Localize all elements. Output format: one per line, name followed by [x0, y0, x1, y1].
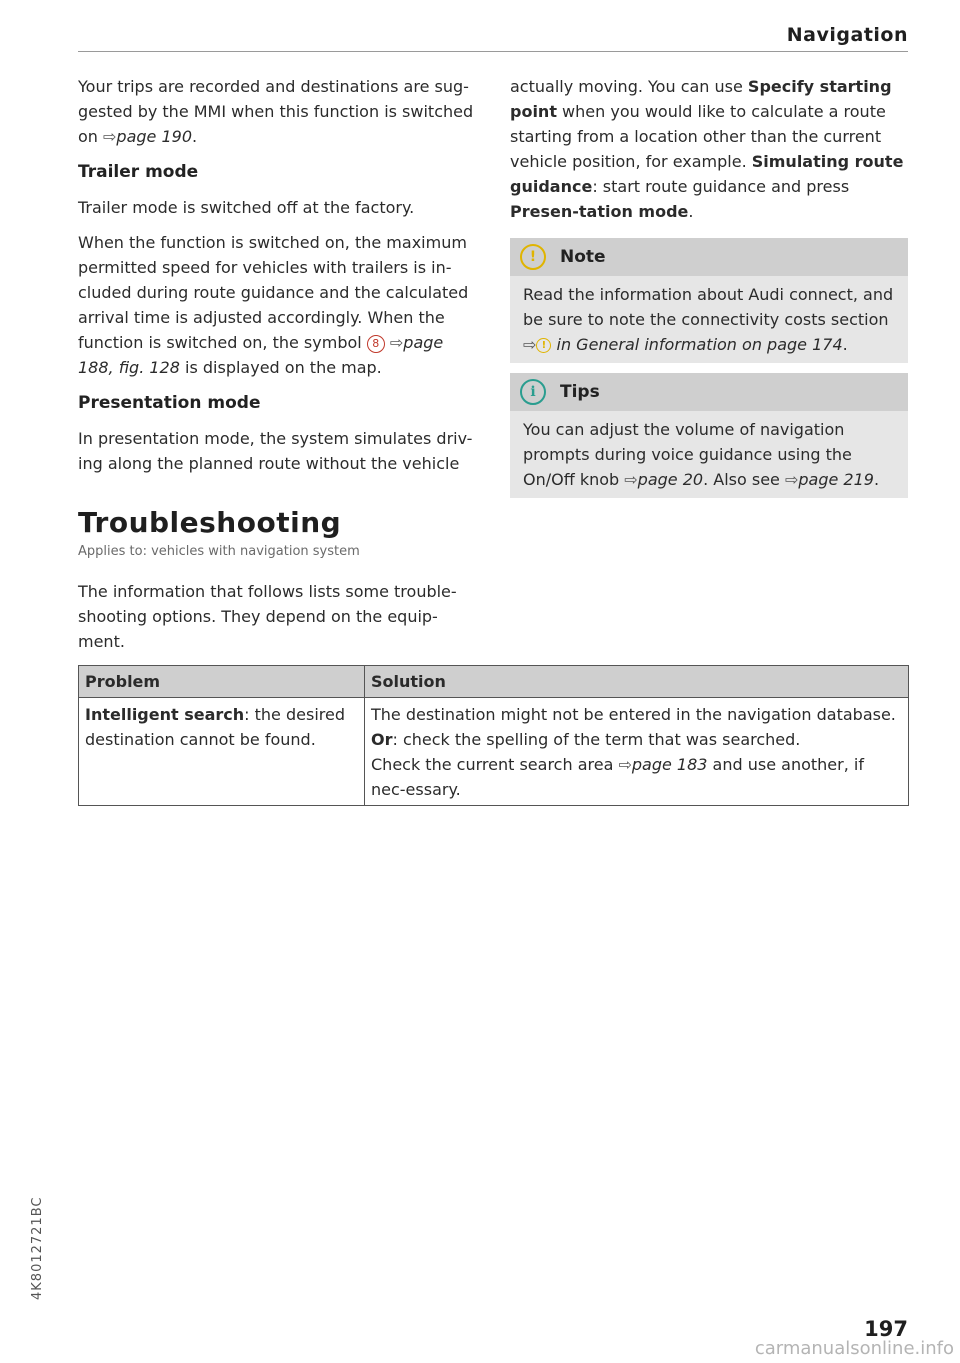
page-number: 197	[864, 1317, 908, 1341]
trailer-mode-heading: Trailer mode	[78, 162, 199, 182]
presentation-continued-paragraph: actually moving. You can use Specify starting point when you would like to calculate a route starting from a location other than the current vehicle position, for example. Simulating route guidance: start route guidance and press Presen-tation mode.	[510, 77, 904, 221]
note-header	[510, 238, 908, 276]
note-box	[510, 238, 908, 363]
applies-to-text: Applies to: vehicles with navigation system	[78, 544, 360, 559]
page-header-title: Navigation	[786, 24, 908, 46]
trips-paragraph: Your trips are recorded and destinations are sug-gested by the MMI when this function is switched on ⇨page 190.	[78, 77, 474, 146]
trailer-paragraph-1: Trailer mode is switched off at the factory.	[78, 198, 415, 217]
solution-cell: The destination might not be entered in the navigation database. Or: check the spelling of the term that was searched. Check the current search area ⇨page 183 and use another, if nec-essary.	[365, 698, 909, 806]
trailer-symbol-icon: 8	[367, 335, 385, 353]
warning-icon: !	[520, 244, 546, 270]
header-solution: Solution	[365, 666, 909, 698]
arrow-link-icon: ⇨	[523, 335, 537, 354]
right-column	[510, 74, 908, 508]
presentation-paragraph: In presentation mode, the system simulates driv-ing along the planned route without the vehicle	[78, 429, 473, 473]
trailer-paragraph-2: When the function is switched on, the maximum permitted speed for vehicles with trailers is in-cluded during route guidance and the calculated arrival time is adjusted accordingly. When the function is switched on, the symbol 8 ⇨page 188, fig. 128 is displayed on the map.	[78, 233, 469, 377]
left-column	[78, 74, 482, 486]
tips-body: You can adjust the volume of navigation prompts during voice guidance using the On/Off knob ⇨page 20. Also see ⇨page 219.	[523, 420, 880, 489]
note-title: Note	[560, 246, 606, 267]
header-divider	[78, 51, 908, 52]
troubleshooting-table	[78, 665, 909, 806]
arrow-link-icon: ⇨	[624, 470, 638, 489]
arrow-link-icon: ⇨	[784, 470, 799, 489]
page-20-link[interactable]: page 20	[637, 470, 704, 489]
header-problem: Problem	[79, 666, 365, 698]
arrow-link-icon: ⇨	[103, 127, 117, 146]
note-body: Read the information about Audi connect, and be sure to note the connectivity costs section ⇨ ! in General information on page 174.	[523, 285, 894, 354]
page-183-link[interactable]: page 183	[631, 755, 708, 774]
warning-small-icon: !	[536, 338, 551, 353]
general-info-link[interactable]: in General information on page 174	[556, 335, 843, 354]
page-190-link[interactable]: page 190	[116, 127, 193, 146]
tips-header	[510, 373, 908, 411]
table-header-row	[79, 666, 909, 698]
info-icon: i	[520, 379, 546, 405]
troubleshooting-heading: Troubleshooting	[78, 506, 342, 539]
page-219-link[interactable]: page 219	[798, 470, 874, 489]
troubleshooting-intro: The information that follows lists some trouble-shooting options. They depend on the equip-ment.	[78, 582, 457, 651]
document-code: 4K8012721BC	[30, 1196, 45, 1300]
arrow-link-icon: ⇨	[389, 333, 404, 352]
tips-title: Tips	[560, 381, 600, 402]
watermark-text: carmanualsonline.info	[754, 1338, 954, 1359]
problem-cell: Intelligent search: the desired destination cannot be found.	[79, 698, 365, 806]
page-188-link[interactable]: page 188, fig. 128	[78, 333, 444, 377]
table-row	[79, 698, 909, 806]
arrow-link-icon: ⇨	[618, 755, 632, 774]
presentation-mode-heading: Presentation mode	[78, 393, 261, 413]
tips-box	[510, 373, 908, 498]
